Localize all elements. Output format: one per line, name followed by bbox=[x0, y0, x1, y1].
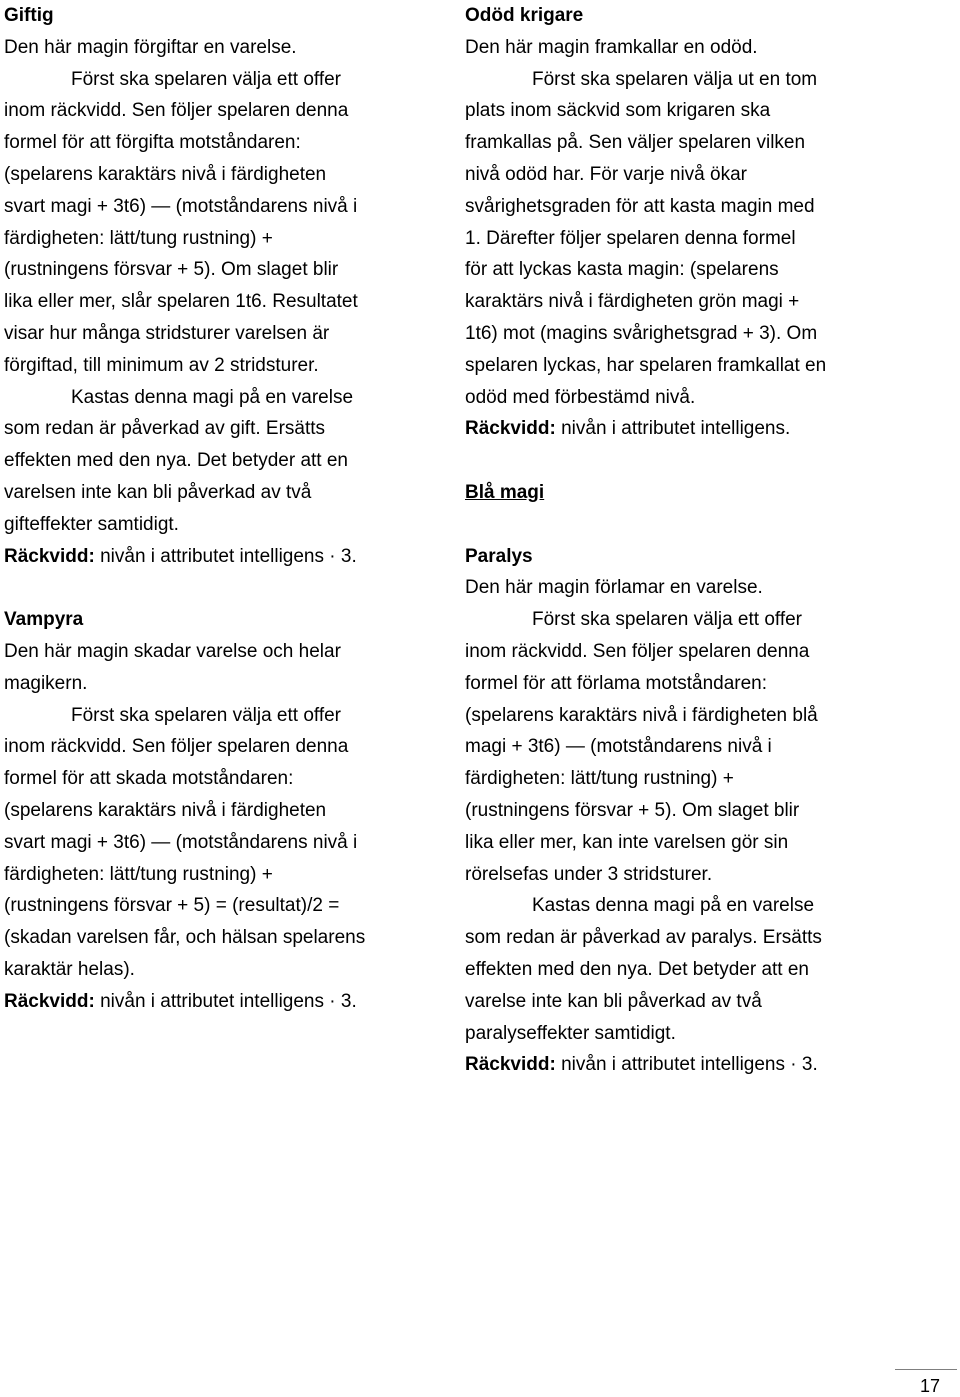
section-heading: Blå magi bbox=[465, 481, 545, 503]
text-line: inom räckvidd. Sen följer spelaren denna bbox=[4, 100, 349, 122]
text-line: förgiftad, till minimum av 2 stridsturer. bbox=[4, 354, 319, 376]
text-line: inom räckvidd. Sen följer spelaren denna bbox=[465, 640, 810, 662]
range-label: Räckvidd: bbox=[4, 545, 95, 567]
text-line: (rustningens försvar + 5). Om slaget blir bbox=[465, 799, 800, 821]
paragraph-first-line: Först ska spelaren välja ett offer bbox=[532, 609, 802, 631]
range-line bbox=[465, 413, 895, 445]
text-line: (spelarens karaktärs nivå i färdigheten blå bbox=[465, 704, 818, 726]
text-line: formel för att förgifta motståndaren: bbox=[4, 132, 301, 154]
text-line: spelaren lyckas, har spelaren framkallat en bbox=[465, 354, 827, 376]
text-line: nivå odöd har. För varje nivå ökar bbox=[465, 163, 747, 185]
text-line: visar hur många stridsturer varelsen är bbox=[4, 322, 330, 344]
paragraph-first-line: Först ska spelaren välja ett offer bbox=[71, 68, 341, 90]
text-line: svårighetsgraden för att kasta magin med bbox=[465, 195, 815, 217]
range-line bbox=[4, 986, 424, 1018]
text-line: för att lyckas kasta magin: (spelarens bbox=[465, 259, 779, 281]
text-line: inom räckvidd. Sen följer spelaren denna bbox=[4, 736, 349, 758]
paragraph-first-line: Först ska spelaren välja ut en tom bbox=[532, 68, 818, 90]
spell-heading: Paralys bbox=[465, 545, 533, 567]
text-line: Den här magin skadar varelse och helar bbox=[4, 640, 341, 662]
spell-heading: Giftig bbox=[4, 5, 54, 26]
range-label: Räckvidd: bbox=[465, 1054, 556, 1076]
text-line: svart magi + 3t6) — (motståndarens nivå i bbox=[4, 195, 358, 217]
text-line: varelse inte kan bli påverkad av två bbox=[465, 990, 762, 1012]
text-line: 1. Därefter följer spelaren denna formel bbox=[465, 227, 796, 249]
paragraph-first-line: Kastas denna magi på en varelse bbox=[532, 895, 815, 917]
text-line: svart magi + 3t6) — (motståndarens nivå i bbox=[4, 831, 358, 853]
text-line: effekten med den nya. Det betyder att en bbox=[4, 450, 348, 472]
range-line bbox=[4, 541, 424, 573]
spacer bbox=[465, 509, 895, 541]
range-value: nivån i attributet intelligens · 3. bbox=[94, 990, 357, 1012]
range-label: Räckvidd: bbox=[465, 418, 556, 440]
text-line: Den här magin förgiftar en varelse. bbox=[4, 36, 297, 58]
left-column bbox=[4, 0, 424, 1018]
text-line: rörelsefas under 3 stridsturer. bbox=[465, 863, 713, 885]
spacer bbox=[465, 445, 895, 477]
range-value: nivån i attributet intelligens · 3. bbox=[94, 545, 357, 567]
text-line: som redan är påverkad av paralys. Ersätts bbox=[465, 927, 822, 949]
text-line: magi + 3t6) — (motståndarens nivå i bbox=[465, 736, 772, 758]
spell-heading: Vampyra bbox=[4, 609, 84, 631]
text-line: effekten med den nya. Det betyder att en bbox=[465, 958, 809, 980]
text-line: plats inom säckvid som krigaren ska bbox=[465, 100, 771, 122]
range-label: Räckvidd: bbox=[4, 990, 95, 1012]
text-line: karaktärs nivå i färdigheten grön magi + bbox=[465, 291, 800, 313]
text-line: (spelarens karaktärs nivå i färdigheten bbox=[4, 163, 327, 185]
text-line: karaktär helas). bbox=[4, 958, 135, 980]
text-line: färdigheten: lätt/tung rustning) + bbox=[4, 863, 273, 885]
range-value: nivån i attributet intelligens. bbox=[555, 418, 791, 440]
text-line: framkallas på. Sen väljer spelaren vilken bbox=[465, 132, 806, 154]
page-number: 17 bbox=[919, 1376, 940, 1396]
text-line: som redan är påverkad av gift. Ersätts bbox=[4, 418, 326, 440]
text-line: färdigheten: lätt/tung rustning) + bbox=[4, 227, 273, 249]
text-line: (rustningens försvar + 5). Om slaget blir bbox=[4, 259, 339, 281]
text-line: varelsen inte kan bli påverkad av två bbox=[4, 481, 312, 503]
paragraph-first-line: Först ska spelaren välja ett offer bbox=[71, 704, 341, 726]
text-line: formel för att skada motståndaren: bbox=[4, 768, 294, 790]
text-line: paralyseffekter samtidigt. bbox=[465, 1022, 676, 1044]
text-line: odöd med förbestämd nivå. bbox=[465, 386, 696, 408]
text-line: 1t6) mot (magins svårighetsgrad + 3). Om bbox=[465, 322, 818, 344]
range-line bbox=[465, 1049, 895, 1081]
text-line: färdigheten: lätt/tung rustning) + bbox=[465, 768, 734, 790]
spell-heading: Odöd krigare bbox=[465, 5, 584, 26]
footer-rule bbox=[895, 1369, 957, 1370]
text-line: lika eller mer, kan inte varelsen gör sin bbox=[465, 831, 789, 853]
text-line: magikern. bbox=[4, 672, 88, 694]
text-line: Den här magin förlamar en varelse. bbox=[465, 577, 763, 599]
paragraph-first-line: Kastas denna magi på en varelse bbox=[71, 386, 354, 408]
range-value: nivån i attributet intelligens · 3. bbox=[555, 1054, 818, 1076]
text-line: (skadan varelsen får, och hälsan spelarens bbox=[4, 927, 366, 949]
text-line: Den här magin framkallar en odöd. bbox=[465, 36, 758, 58]
right-column bbox=[465, 0, 895, 1081]
text-line: (spelarens karaktärs nivå i färdigheten bbox=[4, 799, 327, 821]
spacer bbox=[4, 572, 424, 604]
text-line: (rustningens försvar + 5) = (resultat)/2 = bbox=[4, 895, 340, 917]
text-line: formel för att förlama motståndaren: bbox=[465, 672, 768, 694]
text-line: lika eller mer, slår spelaren 1t6. Resultatet bbox=[4, 291, 358, 313]
text-line: gifteffekter samtidigt. bbox=[4, 513, 179, 535]
